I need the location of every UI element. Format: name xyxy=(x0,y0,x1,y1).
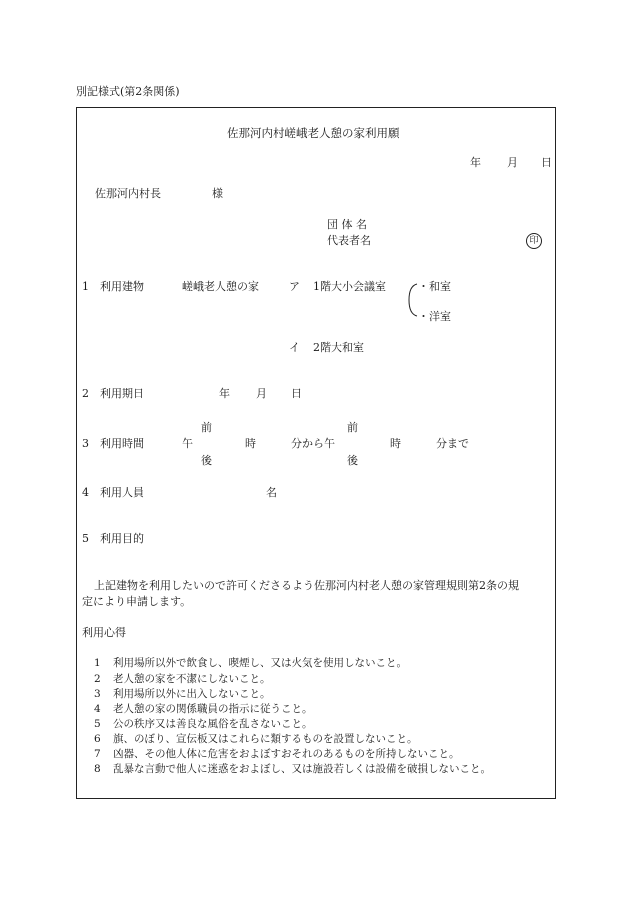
rule-number: 2 xyxy=(94,673,101,685)
group-name-label: 団 体 名 xyxy=(327,218,367,231)
rule-text: 乱暴な言動で他人に迷惑をおよぼし、又は施設若しくは設備を破損しないこと。 xyxy=(113,763,491,775)
statement-line-2: 定により申請します。 xyxy=(82,595,192,608)
room-option-western: ・洋室 xyxy=(418,310,451,323)
date-month: 月 xyxy=(507,156,518,169)
time-to-pm: 後 xyxy=(347,454,358,467)
time-label: 3 利用時間 xyxy=(82,437,144,450)
rule-number: 1 xyxy=(94,657,101,669)
date-year: 年 xyxy=(470,156,481,169)
time-from-hour: 時 xyxy=(245,437,256,450)
form-label: 別記様式(第2条関係) xyxy=(76,85,180,98)
rule-text: 老人憩の家の関係職員の指示に従うこと。 xyxy=(113,703,313,715)
rule-text: 公の秩序又は善良な風俗を乱さないこと。 xyxy=(113,718,313,730)
representative-label: 代表者名 xyxy=(327,234,371,247)
seal-mark: 印 xyxy=(526,233,542,249)
time-to-am: 前 xyxy=(347,421,358,434)
period-month: 月 xyxy=(256,387,267,400)
addressee-name: 佐那河内村長 xyxy=(95,187,161,200)
time-from-pm: 後 xyxy=(201,454,212,467)
date-day: 日 xyxy=(541,156,552,169)
period-day: 日 xyxy=(291,387,302,400)
room-b-name: 2階大和室 xyxy=(313,341,364,354)
period-label: 2 利用期日 xyxy=(82,387,144,400)
rule-number: 4 xyxy=(94,703,101,715)
time-from-go: 午 xyxy=(182,437,193,450)
rule-number: 6 xyxy=(94,733,101,745)
time-from-minute: 分から午 xyxy=(291,437,335,450)
rule-number: 3 xyxy=(94,688,101,700)
users-unit: 名 xyxy=(266,486,277,499)
period-year: 年 xyxy=(219,387,230,400)
room-a-marker: ア xyxy=(289,280,300,293)
rule-text: 旗、のぼり、宣伝板又はこれらに類するものを設置しないこと。 xyxy=(113,733,418,745)
rule-text: 利用場所以外に出入しないこと。 xyxy=(113,688,271,700)
time-from-am: 前 xyxy=(201,421,212,434)
building-name: 嵯峨老人憩の家 xyxy=(182,280,259,293)
room-a-name: 1階大小会議室 xyxy=(313,280,386,293)
time-to-hour: 時 xyxy=(390,437,401,450)
time-to-minute: 分まで xyxy=(436,437,469,450)
addressee-honorific: 様 xyxy=(212,187,223,200)
building-label: 1 利用建物 xyxy=(82,280,144,293)
rule-text: 利用場所以外で飲食し、喫煙し、又は火気を使用しないこと。 xyxy=(113,657,407,669)
rules-title: 利用心得 xyxy=(82,626,126,639)
rule-number: 7 xyxy=(94,748,101,760)
users-label: 4 利用人員 xyxy=(82,486,144,499)
statement-line-1: 上記建物を利用したいので許可くださるよう佐那河内村老人憩の家管理規則第2条の規 xyxy=(94,579,519,592)
room-option-japanese: ・和室 xyxy=(418,280,451,293)
rule-text: 凶器、その他人体に危害をおよぼすおそれのあるものを所持しないこと。 xyxy=(113,748,460,760)
form-title: 佐那河内村嵯峨老人憩の家利用願 xyxy=(227,126,400,140)
rule-number: 5 xyxy=(94,718,101,730)
room-b-marker: イ xyxy=(289,341,300,354)
rule-number: 8 xyxy=(94,763,101,775)
purpose-label: 5 利用目的 xyxy=(82,532,144,545)
rule-text: 老人憩の家を不潔にしないこと。 xyxy=(113,673,271,685)
room-option-bracket xyxy=(406,283,418,317)
